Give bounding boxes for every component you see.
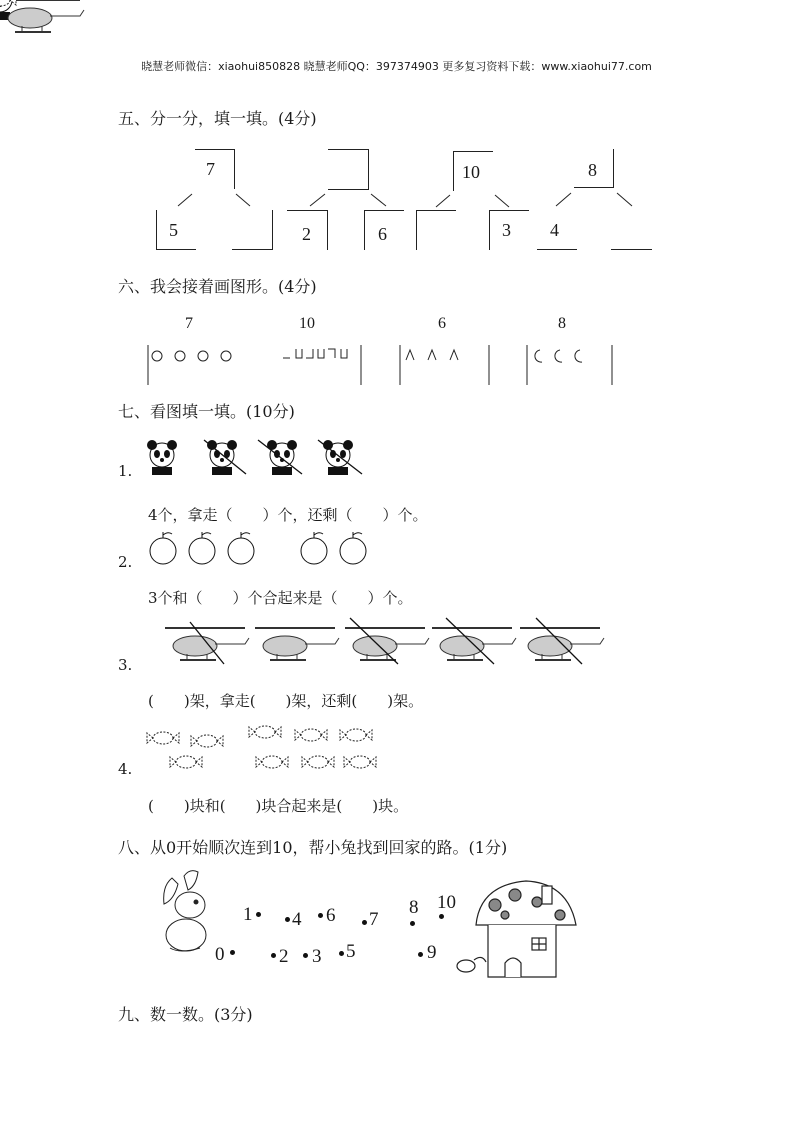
tree3-right: 3 xyxy=(502,220,511,240)
item-4-text: ( )块和( )块合起来是( )块。 xyxy=(148,797,409,815)
dot-label-5: 5 xyxy=(346,941,356,962)
dot-label-8: 8 xyxy=(409,897,419,918)
dot-label-1: 1 xyxy=(243,904,253,925)
tree4-left: 4 xyxy=(550,220,559,240)
section-5-title: 五、分一分，填一填。(4分) xyxy=(118,109,317,128)
tree1-top: 7 xyxy=(206,159,215,179)
dot-label-3: 3 xyxy=(312,946,322,967)
tree2-left: 2 xyxy=(302,224,311,244)
item-2-text: 3个和（ ）个合起来是（ ）个。 xyxy=(148,589,413,607)
dot-label-0: 0 xyxy=(215,944,225,965)
dot-label-9: 9 xyxy=(427,942,437,963)
count-1: 7 xyxy=(185,315,193,332)
dot-label-6: 6 xyxy=(326,905,336,926)
tree3-top: 10 xyxy=(462,162,480,182)
section-9-title: 九、数一数。(3分) xyxy=(118,1005,253,1024)
section-8-title: 八、从0开始顺次连到10，帮小兔找到回家的路。(1分) xyxy=(118,838,508,857)
tree4-top: 8 xyxy=(588,160,597,180)
dot-label-2: 2 xyxy=(279,946,289,967)
section-7-title: 七、看图填一填。(10分) xyxy=(118,402,295,421)
item-3-number: 3. xyxy=(118,656,133,674)
dot-label-10: 10 xyxy=(437,892,456,913)
item-4-number: 4. xyxy=(118,760,133,778)
item-3-text: ( )架，拿走( )架，还剩( )架。 xyxy=(148,692,424,710)
page-header: 晓慧老师微信：xiaohui850828 晓慧老师QQ：397374903 更多复习资料下载：www.xiaohui77.com xyxy=(141,60,652,73)
item-2-number: 2. xyxy=(118,553,133,571)
item-1-number: 1. xyxy=(118,462,133,480)
count-2: 10 xyxy=(299,315,315,332)
tree1-left: 5 xyxy=(169,220,178,240)
count-3: 6 xyxy=(438,315,446,332)
dot-label-7: 7 xyxy=(369,909,379,930)
count-4: 8 xyxy=(558,315,566,332)
item-1-text: 4个，拿走（ ）个，还剩（ ）个。 xyxy=(148,506,428,524)
tree2-right: 6 xyxy=(378,224,387,244)
section-6-title: 六、我会接着画图形。(4分) xyxy=(118,277,317,296)
dot-label-4: 4 xyxy=(292,909,302,930)
